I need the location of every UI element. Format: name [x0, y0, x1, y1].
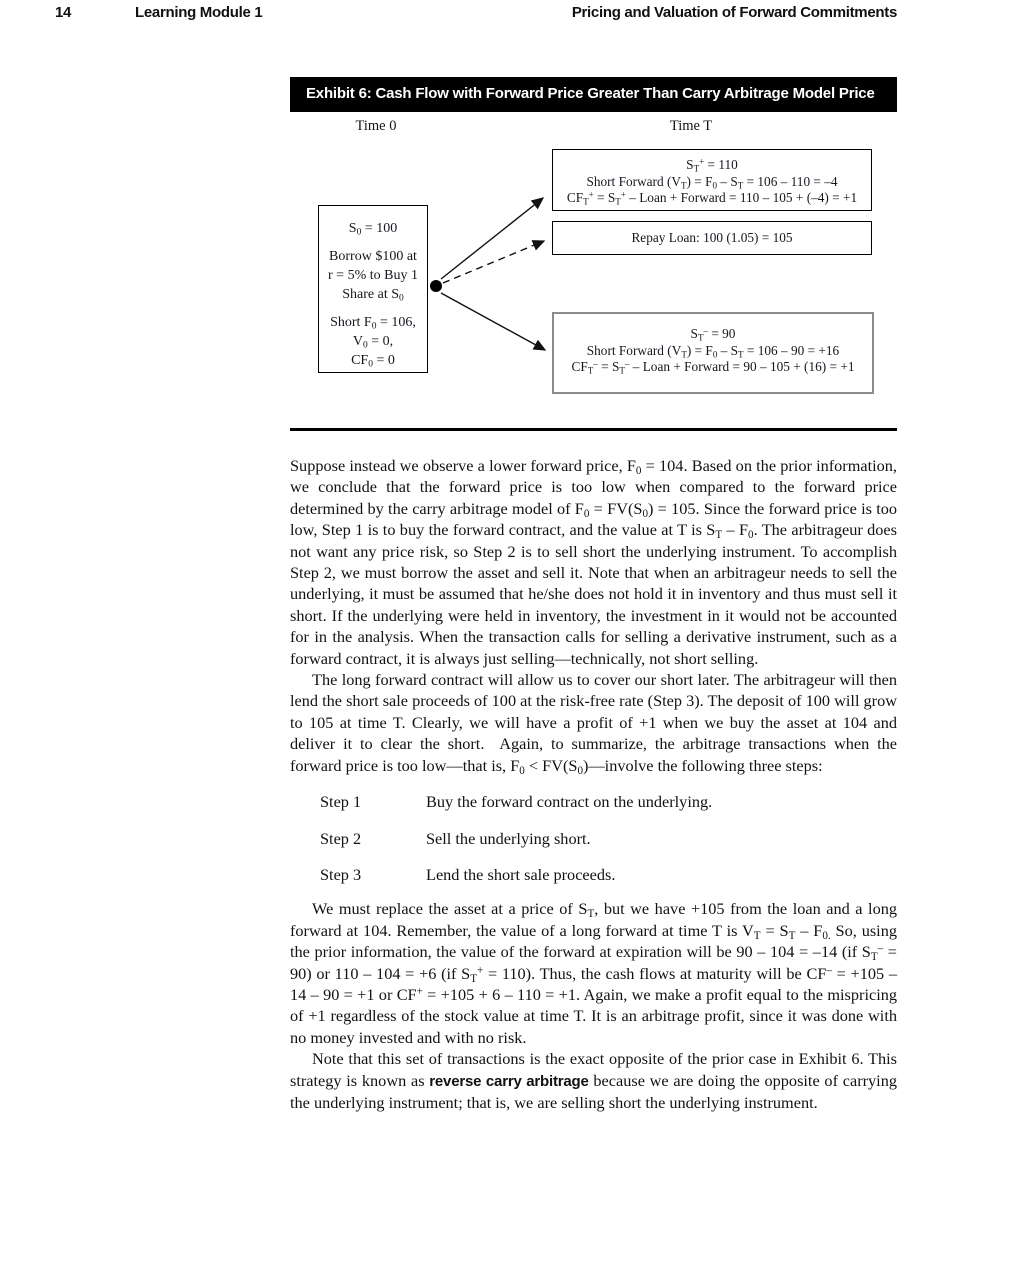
step-row-3: [320, 864, 897, 885]
step-label: Step 3: [320, 864, 362, 884]
steps-list: [320, 791, 897, 885]
arrow-down-solid: [441, 293, 545, 350]
running-title: Pricing and Valuation of Forward Commitments: [571, 4, 897, 21]
formula-line: Borrow $100 at: [329, 249, 417, 264]
paragraph-1: Suppose instead we observe a lower forward price, $F_0 = 104$. Based on the prior information, we conclude that the forward price is too low when compared to the forward price determined by the carry arbitrage model of $F_0 = FV(S_0) = 105$. Since the forward price is too low, Step 1 is to buy the forward contract, and the value at T is $S_T - F_0$. The arbitrageur does not want any price risk, so Step 2 is to sell short the underlying instrument. To accomplish Step 2, we must borrow the asset and sell it. Note that when an arbitrageur needs to sell the underlying, it must be assumed that he/she does not hold it in inventory and thus must sell it short. If the underlying were held in inventory, the investment in it would not be accounted for in the analysis. When the transaction calls for selling a derivative instrument, such as a forward contract, it is always just selling—technically, not short selling.: [290, 456, 898, 668]
step-text: Buy the forward contract on the underlying.: [426, 792, 713, 812]
step-row-2: [320, 828, 897, 849]
formula-line: Short $F_0 = 106$,: [330, 315, 416, 332]
arrow-up-solid: [441, 198, 543, 279]
branch-node-dot: [430, 280, 442, 292]
formula-line: Share at $S_0$: [342, 287, 404, 304]
repay-loan-box: [552, 221, 872, 255]
formula-line: Repay Loan: 100 (1.05) = 105: [631, 230, 793, 245]
paragraph-4: Note that this set of transactions is the exact opposite of the prior case in Exhibit 6. This strategy is known as reverse carry arbitrage because we are doing the opposite of carrying the underlying instrument; that is, we are selling short the underlying instrument.: [290, 1049, 897, 1112]
formula-line: $CF_0 = 0$: [351, 353, 395, 370]
page-number: 14: [55, 4, 72, 21]
formula-line: Short Forward $(V_T) = F_0 - S_T = 106 - 110 = -4$: [586, 173, 838, 190]
step-label: Step 1: [320, 792, 362, 812]
exhibit-title-bar: Exhibit 6: Cash Flow with Forward Price Greater Than Carry Arbitrage Model Price: [290, 77, 897, 112]
step-row-1: [320, 791, 897, 812]
formula-line: $S_T^- = 90$: [690, 325, 736, 343]
content-column: [290, 77, 897, 1113]
step-text: Lend the short sale proceeds.: [426, 864, 616, 884]
formula-line: $CF_T^+ = S_T^+$ – Loan + Forward = 110 – 105 + (–4) = +1: [566, 189, 858, 207]
page-header: [0, 4, 1024, 26]
exhibit-6: [290, 77, 897, 431]
formula-line: $CF_T^- = S_T^-$ – Loan + Forward = 90 – 105 + (16) = +1: [571, 358, 855, 376]
body-text: [290, 455, 897, 1113]
time-t-label: Time T: [669, 118, 713, 134]
arrow-middle-dashed: [443, 241, 544, 283]
time-0-label: Time 0: [355, 118, 397, 134]
formula-line: Short Forward $(V_T) = F_0 - S_T = 106 - 90 = +16$: [586, 342, 840, 359]
exhibit-bottom-rule: [290, 428, 897, 431]
formula-line: $V_0 = 0$,: [352, 334, 394, 351]
formula-line: $S_T^+ = 110$: [686, 156, 738, 174]
step-text: Sell the underlying short.: [426, 828, 591, 848]
paragraph-3: We must replace the asset at a price of $S_T$, but we have +105 from the loan and a long forward at 104. Remember, the value of a long forward at time T is $V_T = S_T - F_{0.}$ So, using the prior information, the value of the forward at expiration will be 90 – 104 = –14 (if $S_T^- = 90$) or 110 – 104 = +6 (if $S_T^+ = 110$). Thus, the cash flows at maturity will be CF– = +105 – 14 – 90 = +1 or CF+ = +105 + 6 – 110 = +1. Again, we make a profit equal to the mispricing of +1 regardless of the stock value at time T. It is an arbitrage profit, since it was done with no money invested and with no risk.: [290, 899, 898, 1047]
step-label: Step 2: [320, 828, 362, 848]
down-state-box: [552, 312, 874, 394]
formula-line: $S_0 = 100$: [348, 221, 398, 238]
formula-line: r = 5% to Buy 1: [328, 268, 418, 283]
paragraph-2: The long forward contract will allow us to cover our short later. The arbitrageur will then lend the short sale proceeds of 100 at the risk-free rate (Step 3). The deposit of 100 will grow to 105 at time T. Clearly, we will have a profit of +1 when we buy the asset at 104 and deliver it to clear the short. Again, to summarize, the arbitrage transactions when the forward price is too low—that is, $F_0$ < $FV(S_0)—involve$ the following three steps:: [290, 670, 897, 777]
cash-flow-diagram: [290, 112, 897, 428]
time0-box: [318, 205, 428, 373]
up-state-box: [552, 149, 872, 211]
module-title: Learning Module 1: [135, 4, 263, 21]
